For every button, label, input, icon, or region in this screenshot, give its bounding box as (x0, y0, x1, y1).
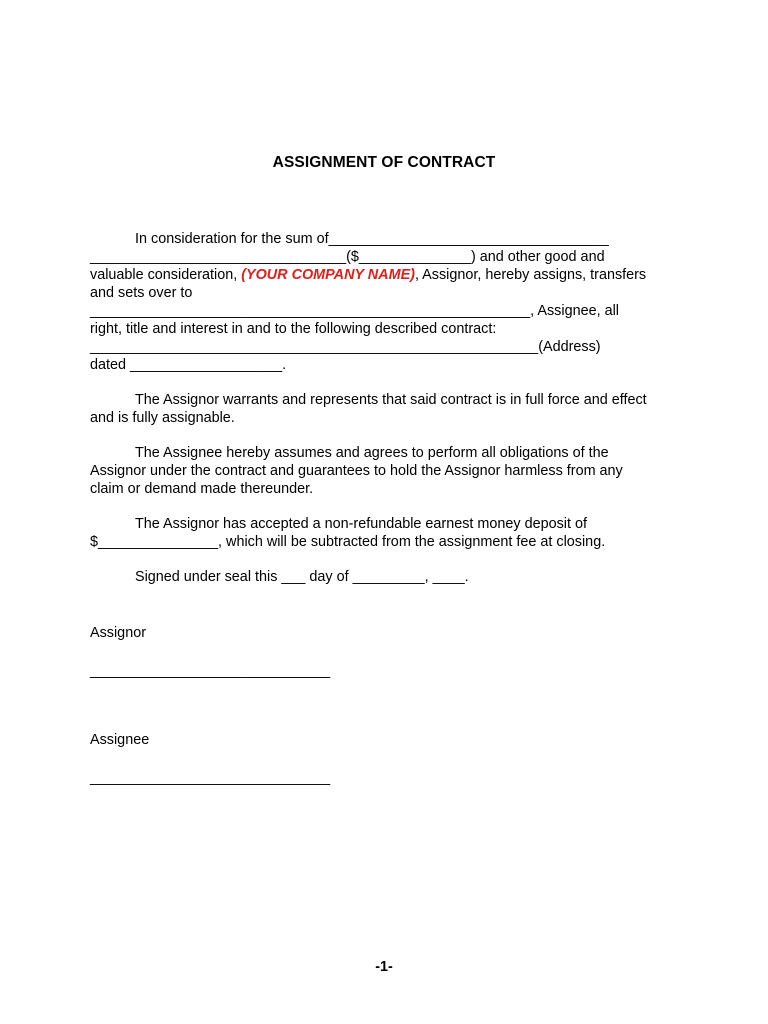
text-line: In consideration for the sum of___________________________________ (135, 231, 609, 247)
text-line (90, 266, 680, 284)
text-line: The Assignor warrants and represents that said contract is in full force and effect (135, 392, 647, 408)
text-line: claim or demand made thereunder. (90, 481, 314, 497)
paragraph-deposit (90, 515, 680, 551)
assignor-label: Assignor (90, 625, 146, 641)
text-line: Signed under seal this ___ day of _________, ____. (135, 569, 469, 585)
assignee-label: Assignee (90, 732, 150, 748)
text-line: dated ___________________. (90, 357, 287, 373)
text-segment: valuable consideration, (90, 267, 242, 283)
text-line: ________________________________($______________) and other good and (90, 249, 605, 265)
text-line: Assignor under the contract and guarantees to hold the Assignor harmless from any (90, 463, 623, 479)
paragraph-obligations (90, 444, 680, 498)
text-line: ________________________________________________________(Address) (90, 339, 601, 355)
assignee-signature-line: ______________________________ (90, 770, 331, 786)
paragraph-warranty (90, 391, 680, 427)
paragraph-gap (90, 427, 680, 444)
text-line: _______________________________________________________, Assignee, all (90, 303, 619, 319)
paragraph-signed (90, 568, 680, 586)
assignor-signature-line: ______________________________ (90, 663, 331, 679)
paragraph-gap (90, 551, 680, 568)
paragraph-consideration (90, 230, 680, 374)
text-line: The Assignor has accepted a non-refundable earnest money deposit of (135, 516, 587, 532)
text-line: and sets over to (90, 285, 193, 301)
document-title: ASSIGNMENT OF CONTRACT (272, 154, 496, 171)
paragraph-gap (90, 374, 680, 391)
company-name-placeholder: (YOUR COMPANY NAME) (241, 267, 415, 283)
text-line: The Assignee hereby assumes and agrees to perform all obligations of the (135, 445, 609, 461)
text-line: and is fully assignable. (90, 410, 235, 426)
page-number: -1- (375, 959, 393, 975)
text-segment: , Assignor, hereby assigns, transfers (414, 267, 647, 283)
document-body (90, 230, 680, 586)
text-line: right, title and interest in and to the following described contract: (90, 321, 497, 337)
text-line: $_______________, which will be subtracted from the assignment fee at closing. (90, 534, 606, 550)
paragraph-gap (90, 498, 680, 515)
